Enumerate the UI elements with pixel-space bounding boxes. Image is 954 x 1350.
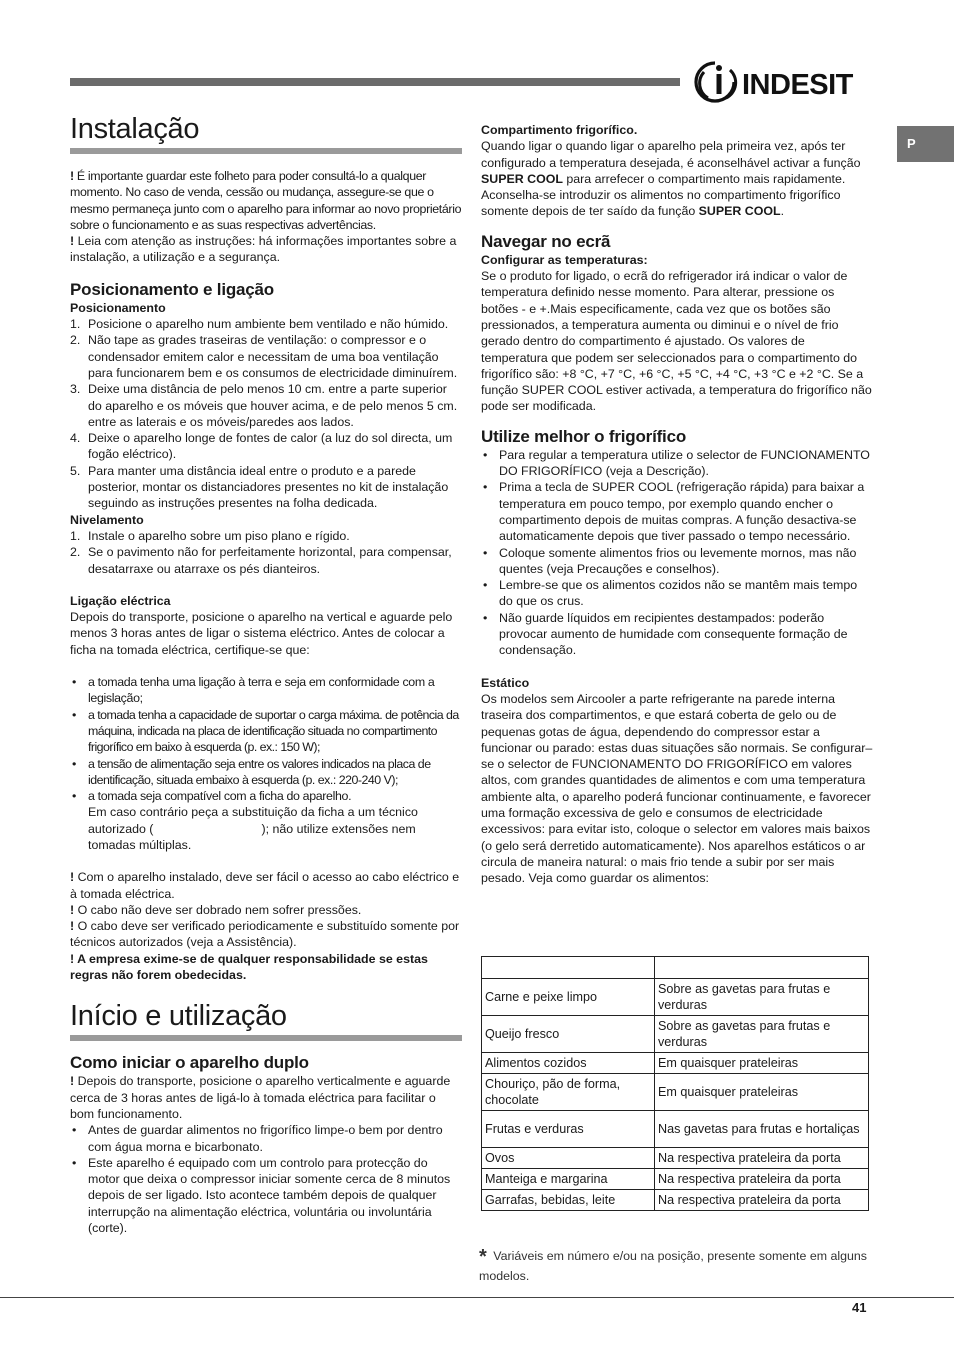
fridge-subheading: Compartimento frigorífico. [481, 123, 638, 137]
warning: ! Com o aparelho instalado, deve ser fácil o acesso ao cabo eléctrico e à tomada eléctrica. [70, 870, 460, 901]
list-item: • Coloque somente alimentos frios ou levemente mornos, mas não quentes (veja Precauções e conselhos). [481, 545, 873, 578]
warning: ! O cabo deve ser verificado periodicamente e substituído somente por técnicos autorizados (veja a Assistência). [70, 919, 460, 950]
list-item: • a tomada tenha a capacidade de suportar o carga máxima. de potência da máquina, indicada na placa de identificação situada no compartimento frigorífico em baixo à esquerda (p. ex.: 150 W); [70, 707, 462, 756]
left-column [70, 112, 462, 1236]
electrical-subheading: Ligação eléctrica [70, 593, 171, 608]
indesit-logo [694, 58, 870, 106]
list-item: 4. Deixe o aparelho longe de fontes de calor (a luz do sol directa, um fogão eléctrico). [70, 431, 453, 462]
list-item: • Este aparelho é equipado com um controlo para protecção do motor que deixa o compressor iniciar somente cerca de 8 minutos depois de ser ligado. Isto acontece também depois de qualquer interrupção na alimentação eléctrica, voluntária ou involuntária (corte). [70, 1155, 462, 1236]
list-item: 1. Posicione o aparelho num ambiente bem ventilado e não húmido. [70, 317, 449, 332]
table-row [482, 1111, 869, 1148]
start-list [70, 1122, 462, 1236]
positioning-heading: Posicionamento e ligação [70, 279, 274, 299]
table-cell: Na respectiva prateleira da porta [655, 1190, 869, 1211]
footer-rule [0, 1297, 954, 1298]
leveling-subheading: Nivelamento [70, 512, 144, 527]
table-row [482, 1148, 869, 1169]
electrical-after-text: Em caso contrário peça a substituição da ficha a um técnico autorizado ( ); não utilize extensões nem tomadas múltiplas. [88, 805, 418, 852]
list-item: 2. Não tape as grades traseiras de ventilação: o compressor e o condensador emitem calor e necessitam de uma boa ventilação para funcionarem bem e os consumos de electricidade diminuírem. [70, 333, 458, 380]
table-cell: Frutas e verduras [482, 1111, 655, 1148]
use-list [481, 447, 873, 659]
table-cell: Queijo fresco [482, 1016, 655, 1053]
cable-warnings [70, 869, 462, 983]
table-cell: Na respectiva prateleira da porta [655, 1169, 869, 1190]
start-intro: ! Depois do transporte, posicione o aparelho verticalmente e aguarde cerca de 3 horas antes de ligá-lo à tomada eléctrica para facilitar o bom funcionamento. [70, 1074, 451, 1121]
leveling-list [70, 528, 462, 577]
table-cell: Chouriço, pão de forma, chocolate [482, 1074, 655, 1111]
install-intro [70, 168, 462, 266]
table-cell: Sobre as gavetas para frutas e verduras [655, 1016, 869, 1053]
start-title: Início e utilização [70, 999, 462, 1041]
table-cell: Alimentos cozidos [482, 1053, 655, 1074]
language-tab: P [897, 126, 954, 162]
header-rule [70, 78, 680, 86]
table-row [482, 1053, 869, 1074]
install-title: Instalação [70, 112, 462, 154]
right-column [481, 122, 873, 886]
table-row [482, 1169, 869, 1190]
list-item: 5. Para manter uma distância ideal entre o produto e a parede posterior, montar os distanciadores presentes no kit de instalação seguindo as instruções presentes na folha dedicada. [70, 463, 449, 511]
food-storage-table [481, 956, 869, 1211]
table-row [482, 1016, 869, 1053]
table-cell: Nas gavetas para frutas e hortaliças [655, 1111, 869, 1148]
table-cell: Sobre as gavetas para frutas e verduras [655, 979, 869, 1016]
nav-subheading: Configurar as temperaturas: [481, 252, 648, 267]
nav-heading: Navegar no ecrã [481, 231, 611, 251]
electrical-list [70, 674, 462, 804]
table-row [482, 1074, 869, 1111]
table-cell: Em quaisquer prateleiras [655, 1074, 869, 1111]
table-cell [655, 957, 869, 979]
table-row [482, 1190, 869, 1211]
table-cell: Em quaisquer prateleiras [655, 1053, 869, 1074]
list-item: • a tomada tenha uma ligação à terra e seja em conformidade com a legislação; [70, 674, 462, 707]
list-item: • a tensão de alimentação seja entre os valores indicados na placa de identificação, situada embaixo à esquerda (p. ex.: 220-240 V); [70, 756, 462, 789]
nav-text: Se o produto for ligado, o ecrã do refrigerador irá indicar o valor de temperatura definido nesse momento. Para alterar, pressione os botões - e +.Mais especificamente, cada vez que os botões são pressionados, a temperatura aumenta ou diminui e o nível de frio gerado dentro do compartimento é ajustado. Os valores de temperatura que podem ser seleccionados para o compartimento do frigorífico são: +8 °C, +7 °C, +6 °C, +5 °C, +4 °C, +3 °C e +2 °C. Se a função SUPER COOL estiver activada, a temperatura do frigorífico não pode ser modificada. [481, 269, 872, 414]
table-cell: Garrafas, bebidas, leite [482, 1190, 655, 1211]
footnote: * Variáveis em número e/ou na posição, presente somente em alguns modelos. [479, 1246, 868, 1283]
use-heading: Utilize melhor o frigorífico [481, 426, 687, 446]
static-text: Os modelos sem Aircooler a parte refrigerante na parede interna traseira dos compartimentos, e que estará coberta de gelo ou de pequenas gotas de água, dependendo do compressor estar a funcionar ou parado: estas duas situações são normais. Se configurar–se o selector de FUNCIONAMENTO DO FRIGORÍFICO em valores altos, com grandes quantidades de alimentos e com uma temperatura ambiente alta, o aparelho poderá funcionar continuamente, e favorecer uma formação excessiva de gelo e consumos de electricidade excessivos: para evitar isto, coloque o selector em valores mais baixos (o gelo será derretido automaticamente). Nos aparelhos estáticos o ar circula de maneira natural: o mais frio tende a subir por ser mais pesado. Veja como guardar os alimentos: [481, 691, 873, 886]
list-item: • Para regular a temperatura utilize o selector de FUNCIONAMENTO DO FRIGORÍFICO (veja a Descrição). [481, 447, 873, 480]
page-number: 41 [852, 1300, 867, 1315]
table-cell: Na respectiva prateleira da porta [655, 1148, 869, 1169]
static-subheading: Estático [481, 675, 530, 690]
table-row [482, 979, 869, 1016]
intro-paragraph: ! Leia com atenção as instruções: há informações importantes sobre a instalação, a utilização e a segurança. [70, 234, 457, 265]
brand-name: INDESIT [742, 69, 853, 101]
intro-paragraph: ! É importante guardar este folheto para poder consultá-lo a qualquer momento. No caso de venda, cessão ou mudança, assegure-se que o mesmo permaneça junto com o aparelho para informar ao novo proprietário sobre o funcionamento e as suas respectivas advertências. [70, 169, 462, 232]
fridge-text: Quando ligar o quando ligar o aparelho pela primeira vez, após ter configurado a temperatura desejada, é aconselhável activar a função SUPER COOL para arrefecer o compartimento mais rapidamente. Aconselha-se introduzir os alimentos no compartimento frigorífico somente depois de ter saído da função SUPER COOL. [481, 139, 861, 219]
list-item: • Antes de guardar alimentos no frigorífico limpe-o bem por dentro com água morna e bicarbonato. [70, 1122, 462, 1155]
list-item: 3. Deixe uma distância de pelo menos 10 cm. entre a parte superior do aparelho e os móveis que houver acima, e de pelo menos 5 cm. entre as laterais e os móveis/paredes aos lados. [70, 382, 458, 429]
table-cell: Ovos [482, 1148, 655, 1169]
list-item: 1. Instale o aparelho sobre um piso plano e rígido. [70, 528, 350, 543]
positioning-subheading: Posicionamento [70, 300, 166, 315]
positioning-list [70, 316, 462, 512]
warning: ! O cabo não deve ser dobrado nem sofrer pressões. [70, 902, 362, 917]
list-item: • Não guarde líquidos em recipientes destampados: poderão provocar aumento de humidade com consequente formação de condensação. [481, 610, 873, 659]
table-cell: Carne e peixe limpo [482, 979, 655, 1016]
list-item: • Lembre-se que os alimentos cozidos não se mantêm mais tempo do que os crus. [481, 577, 873, 610]
table-cell: Manteiga e margarina [482, 1169, 655, 1190]
table-cell [482, 957, 655, 979]
table-header-row [482, 957, 869, 979]
electrical-text: Depois do transporte, posicione o aparelho na vertical e aguarde pelo menos 3 horas antes de ligar o sistema eléctrico. Antes de colocar a ficha na tomada eléctrica, certifique-se que: [70, 610, 453, 657]
list-item: 2. Se o pavimento não for perfeitamente horizontal, para compensar, desatarraxe ou atarraxe os pés dianteiros. [70, 545, 452, 576]
list-item: • Prima a tecla de SUPER COOL (refrigeração rápida) para baixar a temperatura em pouco tempo, por exemplo quando encher o compartimento depois de muitas compras. A função desactiva-se automaticamente depois que tiver passado o tempo necessário. [481, 479, 873, 544]
list-item: • a tomada seja compatível com a ficha do aparelho. [70, 788, 462, 804]
start-subheading: Como iniciar o aparelho duplo [70, 1053, 309, 1073]
disclaimer: ! A empresa exime-se de qualquer responsabilidade se estas regras não forem obedecidas. [70, 951, 428, 983]
